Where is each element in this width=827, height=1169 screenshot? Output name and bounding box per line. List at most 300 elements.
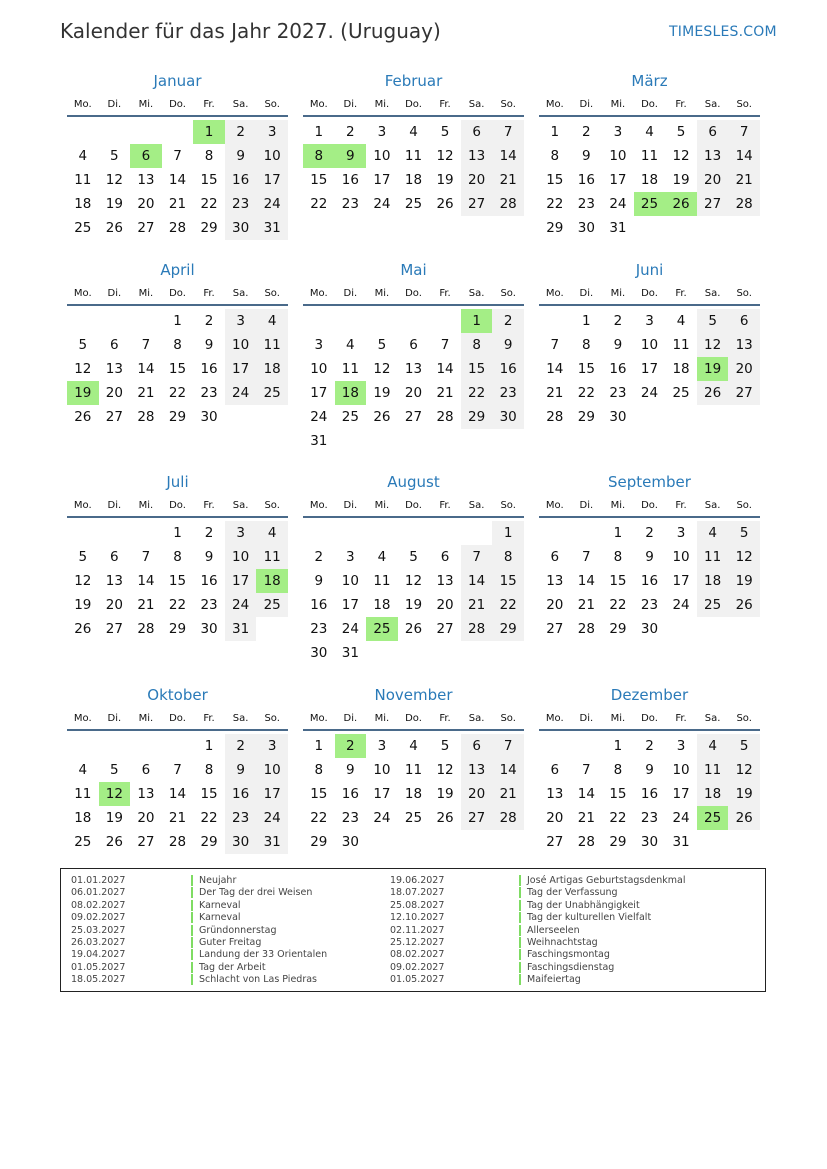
day-cell: 26	[373, 409, 391, 425]
day-cell: 22	[546, 196, 564, 212]
month-oktober	[67, 686, 288, 886]
day-cell: 27	[546, 834, 564, 850]
day-cell: 4	[78, 762, 88, 778]
day-cell: 26	[728, 806, 760, 830]
day-cell: 3	[346, 549, 355, 565]
day-cell: 13	[546, 786, 564, 802]
day-cell: 29	[492, 617, 524, 641]
day-cell: 13	[404, 361, 423, 377]
legend-holiday-name: Weihnachtstag	[519, 937, 598, 948]
month-september	[539, 473, 760, 673]
day-cell: 24	[256, 192, 288, 216]
weekday-label: Fr.	[203, 713, 215, 724]
day-cell: 27	[105, 621, 123, 637]
weekday-label: Di.	[107, 99, 122, 110]
day-cell: 2	[204, 525, 214, 541]
day-cell: 20	[461, 168, 493, 192]
month-divider	[539, 516, 760, 518]
day-cell: 24	[256, 806, 288, 830]
day-cell: 15	[200, 786, 218, 802]
month-divider	[303, 115, 524, 117]
weekday-label: So.	[500, 713, 516, 724]
legend-date: 12.10.2027	[390, 912, 445, 924]
day-cell: 12	[373, 361, 391, 377]
day-cell: 23	[341, 810, 359, 826]
day-cell: 30	[310, 645, 328, 661]
day-cell: 8	[204, 148, 214, 164]
legend-holiday-name: Landung der 33 Orientalen	[191, 949, 327, 960]
day-cell: 16	[310, 597, 328, 613]
day-cell: 3	[256, 120, 288, 144]
day-cell: 8	[314, 762, 324, 778]
day-cell: 11	[404, 148, 423, 164]
weekday-label: So.	[736, 713, 752, 724]
month-divider	[539, 729, 760, 731]
day-cell: 18	[640, 172, 659, 188]
day-cell: 2	[314, 549, 324, 565]
day-cell: 15	[461, 357, 493, 381]
day-cell: 9	[645, 762, 654, 778]
day-cell: 8	[461, 333, 493, 357]
day-cell: 12	[728, 758, 760, 782]
legend-date: 01.05.2027	[71, 961, 126, 973]
legend-date: 01.05.2027	[390, 974, 445, 986]
day-cell: 16	[341, 172, 359, 188]
day-cell: 17	[373, 172, 391, 188]
weekday-label: Mo.	[309, 713, 328, 724]
month-divider	[539, 115, 760, 117]
day-cell: 16	[225, 782, 257, 806]
day-cell: 21	[436, 385, 454, 401]
day-cell: 4	[697, 734, 729, 758]
day-cell: 23	[640, 810, 659, 826]
day-cell: 31	[310, 433, 328, 449]
weekday-label: Di.	[343, 713, 358, 724]
weekday-label: Mi.	[374, 500, 390, 511]
weekday-label: Fr.	[439, 500, 451, 511]
day-cell: 22	[609, 810, 627, 826]
day-cell: 26	[728, 593, 760, 617]
day-cell: 16	[200, 361, 218, 377]
weekday-label: Sa.	[232, 500, 249, 511]
day-cell: 16	[200, 573, 218, 589]
weekday-label: Do.	[641, 500, 658, 511]
weekday-label: Mo.	[545, 500, 564, 511]
weekday-label: Mo.	[73, 713, 92, 724]
day-cell: 26	[74, 621, 92, 637]
day-cell: 7	[582, 762, 591, 778]
legend-holiday-name: Faschingsdienstag	[519, 962, 614, 973]
day-cell: 29	[609, 621, 627, 637]
day-cell: 7	[550, 337, 560, 353]
holiday-legend	[60, 868, 766, 992]
day-cell: 7	[728, 120, 760, 144]
day-cell: 19	[105, 810, 123, 826]
day-cell: 18	[697, 569, 729, 593]
day-cell: 4	[256, 521, 288, 545]
day-cell: 27	[697, 192, 729, 216]
weekday-label: Do.	[641, 288, 658, 299]
day-cell: 1	[173, 313, 182, 329]
day-cell: 19	[436, 786, 454, 802]
day-cell: 8	[613, 762, 623, 778]
month-divider	[303, 304, 524, 306]
day-cell: 18	[373, 597, 391, 613]
day-cell: 16	[577, 172, 595, 188]
weekday-label: Mi.	[138, 288, 154, 299]
day-cell: 6	[110, 337, 119, 353]
day-cell: 21	[492, 782, 524, 806]
weekday-label: Sa.	[232, 99, 249, 110]
month-name: August	[387, 473, 440, 491]
day-cell: 22	[200, 810, 218, 826]
day-cell: 27	[546, 621, 564, 637]
day-cell: 8	[613, 549, 623, 565]
day-cell: 20	[697, 168, 729, 192]
weekday-label: Mi.	[374, 288, 390, 299]
month-divider	[303, 729, 524, 731]
day-cell: 14	[137, 573, 155, 589]
legend-holiday-name: Tag der Arbeit	[191, 962, 266, 973]
legend-holiday-name: Neujahr	[191, 875, 236, 886]
day-cell: 14	[436, 361, 454, 377]
day-cell: 9	[346, 762, 355, 778]
day-cell: 17	[672, 786, 690, 802]
day-cell: 25	[672, 385, 690, 401]
legend-date: 08.02.2027	[390, 949, 445, 961]
day-cell: 22	[461, 381, 493, 405]
weekday-label: So.	[500, 288, 516, 299]
site-link[interactable]: TIMESLES.COM	[669, 24, 777, 40]
day-cell: 14	[546, 361, 564, 377]
day-cell: 23	[341, 196, 359, 212]
day-cell: 10	[672, 762, 690, 778]
day-cell: 30	[200, 621, 218, 637]
weekday-label: So.	[736, 288, 752, 299]
weekday-label: Di.	[579, 500, 594, 511]
day-cell: 8	[173, 337, 182, 353]
weekday-label: Di.	[343, 288, 358, 299]
month-name: Mai	[400, 261, 427, 279]
day-cell: 8	[204, 762, 214, 778]
holiday-day-cell: 1	[193, 120, 225, 144]
day-cell: 27	[137, 834, 155, 850]
weekday-label: Mi.	[138, 500, 154, 511]
day-cell: 22	[492, 593, 524, 617]
day-cell: 21	[546, 385, 564, 401]
month-november	[303, 686, 524, 886]
day-cell: 15	[492, 569, 524, 593]
day-cell: 15	[577, 361, 595, 377]
legend-holiday-name: Maifeiertag	[519, 974, 581, 985]
day-cell: 10	[341, 573, 359, 589]
day-cell: 4	[377, 549, 387, 565]
holiday-day-cell: 25	[366, 617, 398, 641]
day-cell: 15	[609, 573, 627, 589]
weekday-label: Fr.	[675, 99, 687, 110]
day-cell: 11	[697, 545, 729, 569]
day-cell: 12	[728, 545, 760, 569]
weekday-label: Sa.	[468, 288, 485, 299]
day-cell: 11	[697, 758, 729, 782]
weekday-label: Fr.	[203, 500, 215, 511]
holiday-day-cell: 25	[634, 192, 666, 216]
day-cell: 4	[78, 148, 88, 164]
day-cell: 22	[168, 385, 187, 401]
holiday-day-cell: 18	[256, 569, 288, 593]
weekday-label: Di.	[107, 288, 122, 299]
legend-holiday-name: Der Tag der drei Weisen	[191, 887, 312, 898]
weekday-label: Mo.	[309, 500, 328, 511]
month-name: Juli	[166, 473, 189, 491]
day-cell: 31	[609, 220, 627, 236]
weekday-label: Sa.	[468, 500, 485, 511]
day-cell: 20	[546, 597, 564, 613]
day-cell: 5	[728, 734, 760, 758]
weekday-label: Fr.	[439, 99, 451, 110]
day-cell: 24	[341, 621, 359, 637]
day-cell: 14	[492, 758, 524, 782]
day-cell: 23	[225, 806, 257, 830]
day-cell: 21	[168, 196, 187, 212]
day-cell: 16	[640, 786, 659, 802]
weekday-label: So.	[736, 99, 752, 110]
day-cell: 24	[225, 593, 257, 617]
day-cell: 28	[168, 834, 187, 850]
legend-holiday-name: José Artigas Geburtstagsdenkmal	[519, 875, 686, 886]
day-cell: 7	[173, 148, 182, 164]
day-cell: 2	[645, 738, 654, 754]
day-cell: 26	[404, 621, 423, 637]
day-cell: 23	[200, 385, 218, 401]
holiday-day-cell: 1	[461, 309, 493, 333]
day-cell: 2	[582, 124, 591, 140]
month-dezember	[539, 686, 760, 886]
day-cell: 23	[200, 597, 218, 613]
legend-date: 26.03.2027	[71, 937, 126, 948]
day-cell: 13	[697, 144, 729, 168]
day-cell: 17	[672, 573, 690, 589]
month-januar	[67, 72, 288, 272]
day-cell: 30	[609, 409, 627, 425]
weekday-label: Mo.	[545, 713, 564, 724]
day-cell: 31	[256, 830, 288, 854]
weekday-label: Sa.	[232, 713, 249, 724]
day-cell: 26	[105, 220, 123, 236]
day-cell: 12	[404, 573, 423, 589]
day-cell: 1	[613, 525, 623, 541]
day-cell: 18	[256, 357, 288, 381]
day-cell: 1	[550, 124, 560, 140]
day-cell: 31	[256, 216, 288, 240]
weekday-label: Mi.	[610, 288, 626, 299]
month-name: Juni	[635, 261, 664, 279]
day-cell: 3	[225, 521, 257, 545]
day-cell: 9	[492, 333, 524, 357]
day-cell: 15	[546, 172, 564, 188]
weekday-label: So.	[264, 288, 280, 299]
day-cell: 23	[225, 192, 257, 216]
day-cell: 27	[461, 192, 493, 216]
weekday-label: Mo.	[545, 288, 564, 299]
month-divider	[303, 516, 524, 518]
weekday-label: Sa.	[704, 288, 721, 299]
day-cell: 27	[105, 409, 123, 425]
day-cell: 10	[225, 333, 257, 357]
day-cell: 26	[697, 381, 729, 405]
day-cell: 26	[436, 196, 454, 212]
day-cell: 5	[676, 124, 686, 140]
day-cell: 18	[404, 172, 423, 188]
legend-date: 09.02.2027	[71, 912, 126, 924]
day-cell: 20	[137, 196, 155, 212]
weekday-label: Mo.	[309, 99, 328, 110]
weekday-label: Mo.	[73, 99, 92, 110]
legend-date: 02.11.2027	[390, 924, 445, 936]
weekday-label: Di.	[343, 500, 358, 511]
weekday-label: Mo.	[73, 288, 92, 299]
month-name: Oktober	[147, 686, 208, 704]
day-cell: 10	[256, 758, 288, 782]
day-cell: 20	[546, 810, 564, 826]
day-cell: 29	[200, 220, 218, 236]
day-cell: 21	[168, 810, 187, 826]
day-cell: 14	[577, 786, 595, 802]
day-cell: 12	[74, 361, 92, 377]
day-cell: 3	[676, 525, 686, 541]
day-cell: 24	[225, 381, 257, 405]
day-cell: 9	[204, 337, 214, 353]
month-juli	[67, 473, 288, 673]
day-cell: 4	[256, 309, 288, 333]
day-cell: 16	[640, 573, 659, 589]
day-cell: 12	[74, 573, 92, 589]
day-cell: 13	[137, 786, 155, 802]
day-cell: 17	[225, 569, 257, 593]
month-februar	[303, 72, 524, 272]
day-cell: 11	[256, 333, 288, 357]
legend-date: 09.02.2027	[390, 961, 445, 973]
day-cell: 1	[492, 521, 524, 545]
day-cell: 3	[377, 124, 387, 140]
holiday-day-cell: 26	[665, 192, 697, 216]
weekday-label: Mi.	[374, 713, 390, 724]
weekday-label: Fr.	[203, 99, 215, 110]
day-cell: 30	[225, 830, 257, 854]
day-cell: 24	[672, 810, 690, 826]
month-juni	[539, 261, 760, 461]
day-cell: 29	[461, 405, 493, 429]
day-cell: 6	[550, 549, 560, 565]
day-cell: 5	[440, 124, 450, 140]
day-cell: 29	[168, 409, 187, 425]
day-cell: 23	[640, 597, 659, 613]
day-cell: 14	[492, 144, 524, 168]
day-cell: 11	[256, 545, 288, 569]
day-cell: 20	[728, 357, 760, 381]
day-cell: 10	[672, 549, 690, 565]
month-name: November	[374, 686, 453, 704]
weekday-label: Di.	[579, 288, 594, 299]
month-name: April	[160, 261, 195, 279]
legend-holiday-name: Schlacht von Las Piedras	[191, 974, 317, 985]
day-cell: 20	[436, 597, 454, 613]
holiday-day-cell: 18	[335, 381, 367, 405]
day-cell: 2	[645, 525, 654, 541]
day-cell: 15	[310, 172, 328, 188]
holiday-day-cell: 9	[335, 144, 367, 168]
legend-holiday-name: Karneval	[191, 912, 241, 923]
day-cell: 20	[105, 597, 123, 613]
day-cell: 3	[314, 337, 324, 353]
legend-holiday-name: Gründonnerstag	[191, 925, 276, 936]
day-cell: 30	[640, 834, 659, 850]
day-cell: 25	[697, 593, 729, 617]
day-cell: 2	[204, 313, 214, 329]
day-cell: 9	[314, 573, 324, 589]
day-cell: 1	[582, 313, 591, 329]
day-cell: 30	[640, 621, 659, 637]
day-cell: 24	[373, 196, 391, 212]
day-cell: 18	[74, 196, 92, 212]
weekday-label: Di.	[579, 713, 594, 724]
day-cell: 30	[225, 216, 257, 240]
day-cell: 15	[609, 786, 627, 802]
weekday-label: Fr.	[203, 288, 215, 299]
day-cell: 5	[110, 148, 119, 164]
day-cell: 22	[168, 597, 187, 613]
day-cell: 27	[436, 621, 454, 637]
day-cell: 12	[436, 148, 454, 164]
day-cell: 13	[436, 573, 454, 589]
legend-holiday-name: Guter Freitag	[191, 937, 261, 948]
day-cell: 19	[404, 597, 423, 613]
day-cell: 3	[645, 313, 654, 329]
day-cell: 1	[173, 525, 182, 541]
day-cell: 7	[461, 545, 493, 569]
day-cell: 25	[74, 834, 92, 850]
day-cell: 29	[546, 220, 564, 236]
day-cell: 11	[341, 361, 359, 377]
day-cell: 14	[728, 144, 760, 168]
day-cell: 25	[341, 409, 359, 425]
month-name: März	[631, 72, 668, 90]
day-cell: 12	[436, 762, 454, 778]
day-cell: 6	[461, 734, 493, 758]
day-cell: 6	[141, 762, 151, 778]
day-cell: 22	[310, 810, 328, 826]
day-cell: 2	[225, 120, 257, 144]
day-cell: 21	[137, 597, 155, 613]
day-cell: 10	[310, 361, 328, 377]
legend-date: 19.04.2027	[71, 949, 126, 961]
day-cell: 14	[577, 573, 595, 589]
day-cell: 21	[492, 168, 524, 192]
day-cell: 28	[168, 220, 187, 236]
day-cell: 7	[492, 734, 524, 758]
weekday-label: Sa.	[704, 99, 721, 110]
month-name: September	[608, 473, 691, 491]
weekday-label: Sa.	[468, 713, 485, 724]
day-cell: 25	[404, 810, 423, 826]
month-name: Dezember	[610, 686, 689, 704]
day-cell: 19	[436, 172, 454, 188]
day-cell: 7	[582, 549, 591, 565]
day-cell: 22	[609, 597, 627, 613]
day-cell: 2	[492, 309, 524, 333]
month-august	[303, 473, 524, 673]
month-divider	[67, 304, 288, 306]
